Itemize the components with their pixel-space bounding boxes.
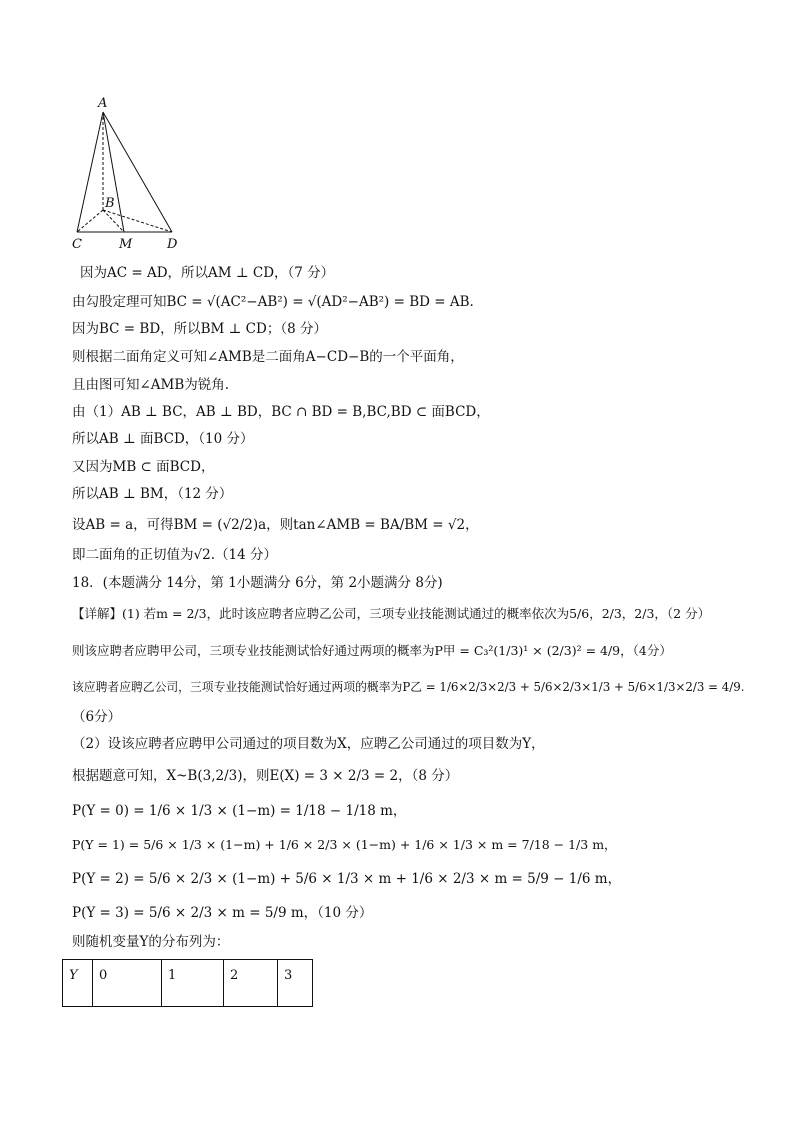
edge-AC [77,112,103,232]
text-line: 则随机变量Y的分布列为： [72,934,230,950]
text-line: 设AB = a，可得BM = (√2/2)a，则tan∠AMB = BA/BM = √2， [72,517,479,533]
text-line: 因为AC = AD，所以AM ⊥ CD，（7 分） [80,265,335,281]
label-D: D [167,237,178,252]
probability-line: P(Y = 2) = 5/6 × 2/3 × (1−m) + 5/6 × 1/3 × m + 1/6 × 2/3 × m = 5/9 − 1/6 m， [72,871,622,887]
text-line: 因为BC = BD，所以BM ⊥ CD；（8 分） [72,321,327,337]
text-line: 由勾股定理可知BC = √(AC²−AB²) = √(AD²−AB²) = BD = AB. [72,294,474,310]
text-line: 该应聘者应聘乙公司，三项专业技能测试恰好通过两项的概率为P乙 = 1/6×2/3×2/3 + 5/6×2/3×1/3 + 5/6×1/3×2/3 = 4/9. [72,680,745,694]
pyramid-figure [68,92,188,252]
distribution-table [62,959,313,1007]
text-line: 所以AB ⊥ 面BCD，（10 分） [72,431,254,447]
label-B: B [105,196,115,211]
table-cell: 3 [278,960,313,1007]
text-line: 即二面角的正切值为√2.（14 分） [72,547,277,563]
section-heading: 18．(本题满分 14分，第 1小题满分 6分，第 2小题满分 8分) [72,575,443,591]
text-line: 根据题意可知，X~B(3,2/3)，则E(X) = 3 × 2/3 = 2，（8 分） [72,768,459,784]
text-line: 则根据二面角定义可知∠AMB是二面角A−CD−B的一个平面角， [72,349,464,365]
table-row [63,960,313,1007]
table-cell: 1 [162,960,224,1007]
table-cell: Y [63,960,93,1007]
text-line: （6分） [72,709,122,725]
label-A: A [98,96,108,111]
table-cell: 2 [224,960,278,1007]
text-line: 由（1）AB ⊥ BC，AB ⊥ BD，BC ∩ BD = B,BC,BD ⊂ 面BCD， [72,404,490,420]
text-line: 且由图可知∠AMB为锐角. [72,377,230,393]
text-line: 所以AB ⊥ BM，（12 分） [72,486,233,502]
probability-line: P(Y = 0) = 1/6 × 1/3 × (1−m) = 1/18 − 1/18 m， [72,803,407,819]
text-line: 又因为MB ⊂ 面BCD， [72,459,215,475]
probability-line: P(Y = 3) = 5/6 × 2/3 × m = 5/9 m，（10 分） [72,905,373,921]
text-line: 【详解】(1) 若m = 2/3，此时该应聘者应聘乙公司，三项专业技能测试通过的概率依次为5/6，2/3，2/3，（2 分） [72,606,711,621]
probability-line: P(Y = 1) = 5/6 × 1/3 × (1−m) + 1/6 × 2/3 × (1−m) + 1/6 × 1/3 × m = 7/18 − 1/3 m， [72,837,617,852]
table-cell: 0 [93,960,162,1007]
text-line: （2）设该应聘者应聘甲公司通过的项目数为X，应聘乙公司通过的项目数为Y， [72,736,545,752]
label-C: C [72,237,82,252]
pyramid-diagram [68,92,188,252]
text-line: 则该应聘者应聘甲公司，三项专业技能测试恰好通过两项的概率为P甲 = C₃²(1/3)¹ × (2/3)² = 4/9，（4分） [72,643,672,658]
label-M: M [119,237,133,252]
